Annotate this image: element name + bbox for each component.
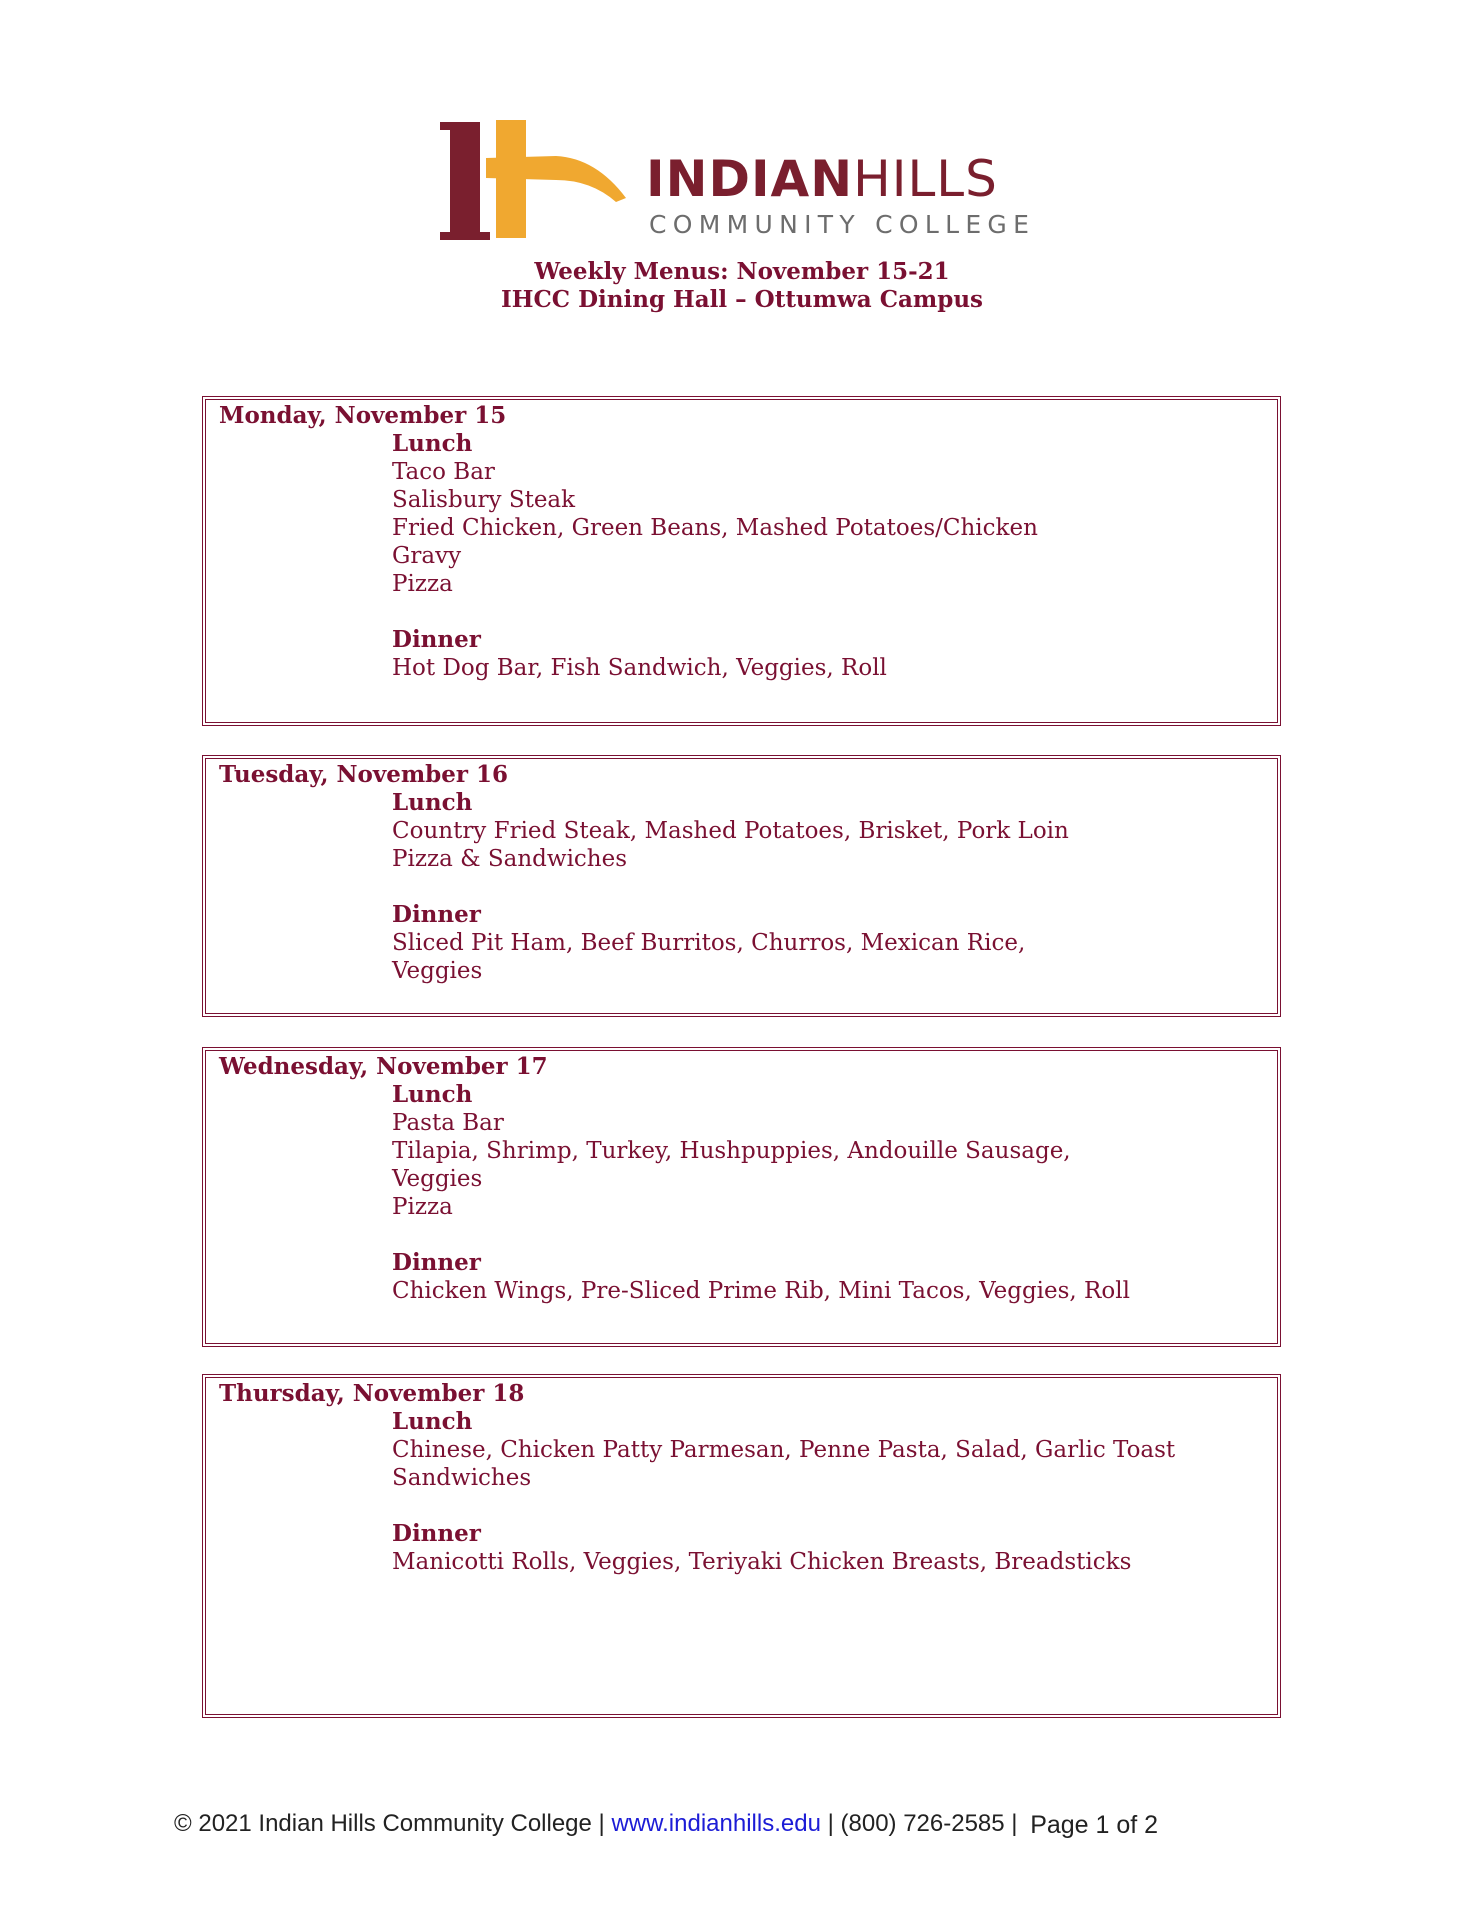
logo-wordmark: INDIANHILLS <box>646 150 998 208</box>
page-number: Page 1 of 2 <box>1030 1811 1159 1839</box>
lunch-heading: Lunch <box>392 1408 473 1435</box>
footer-separator: | <box>1004 1810 1025 1837</box>
menu-item: Chicken Wings, Pre-Sliced Prime Rib, Mini Tacos, Veggies, Roll <box>392 1278 1130 1304</box>
menu-item: Fried Chicken, Green Beans, Mashed Potatoes/Chicken <box>392 515 1038 541</box>
lunch-section <box>392 1081 1071 1221</box>
day-card-wednesday <box>202 1047 1281 1347</box>
day-heading: Monday, November 15 <box>219 402 507 429</box>
lunch-heading: Lunch <box>392 1081 473 1108</box>
dinner-heading: Dinner <box>392 901 481 928</box>
day-card-monday <box>202 396 1281 726</box>
menu-item: Sliced Pit Ham, Beef Burritos, Churros, Mexican Rice, <box>392 930 1026 956</box>
menu-item: Country Fried Steak, Mashed Potatoes, Brisket, Pork Loin <box>392 818 1069 844</box>
menu-item: Pizza & Sandwiches <box>392 846 628 872</box>
menu-item: Salisbury Steak <box>392 487 576 513</box>
copyright-text: © 2021 Indian Hills Community College <box>174 1810 592 1837</box>
day-heading: Thursday, November 18 <box>219 1380 525 1407</box>
menu-item: Veggies <box>392 1166 483 1192</box>
page-title: Weekly Menus: November 15-21 <box>534 258 950 285</box>
dinner-heading: Dinner <box>392 1520 481 1547</box>
college-logo <box>436 118 1058 244</box>
lunch-heading: Lunch <box>392 789 473 816</box>
menu-item: Hot Dog Bar, Fish Sandwich, Veggies, Roll <box>392 655 887 681</box>
menu-item: Sandwiches <box>392 1465 532 1491</box>
menu-item: Pizza <box>392 571 453 597</box>
day-card-thursday <box>202 1374 1281 1718</box>
menu-item: Tilapia, Shrimp, Turkey, Hushpuppies, Andouille Sausage, <box>392 1138 1071 1164</box>
logo-subtitle: COMMUNITY COLLEGE <box>649 210 1036 239</box>
day-heading: Wednesday, November 17 <box>219 1053 548 1080</box>
website-link[interactable]: www.indianhills.edu <box>611 1810 821 1837</box>
dinner-section <box>392 626 887 682</box>
menu-item: Veggies <box>392 958 483 984</box>
menu-item: Manicotti Rolls, Veggies, Teriyaki Chicken Breasts, Breadsticks <box>392 1549 1132 1575</box>
day-heading: Tuesday, November 16 <box>219 761 509 788</box>
lunch-section <box>392 430 1038 598</box>
dinner-section <box>392 1520 1131 1576</box>
ih-monogram-icon <box>436 118 626 244</box>
page-footer <box>174 1808 1158 1839</box>
menu-item: Gravy <box>392 543 462 569</box>
phone-number: (800) 726-2585 <box>840 1810 1005 1837</box>
menu-item: Pasta Bar <box>392 1110 504 1136</box>
lunch-heading: Lunch <box>392 430 473 457</box>
page-subtitle: IHCC Dining Hall – Ottumwa Campus <box>500 286 984 313</box>
dinner-heading: Dinner <box>392 1249 481 1276</box>
lunch-section <box>392 789 1069 873</box>
menu-item: Pizza <box>392 1194 453 1220</box>
menu-item: Taco Bar <box>392 459 495 485</box>
footer-separator: | <box>591 1810 612 1837</box>
dinner-section <box>392 1249 1130 1305</box>
dinner-section <box>392 901 1025 985</box>
day-card-tuesday <box>202 755 1281 1017</box>
footer-separator: | <box>820 1810 841 1837</box>
dinner-heading: Dinner <box>392 626 481 653</box>
menu-item: Chinese, Chicken Patty Parmesan, Penne Pasta, Salad, Garlic Toast <box>392 1437 1176 1463</box>
lunch-section <box>392 1408 1175 1492</box>
